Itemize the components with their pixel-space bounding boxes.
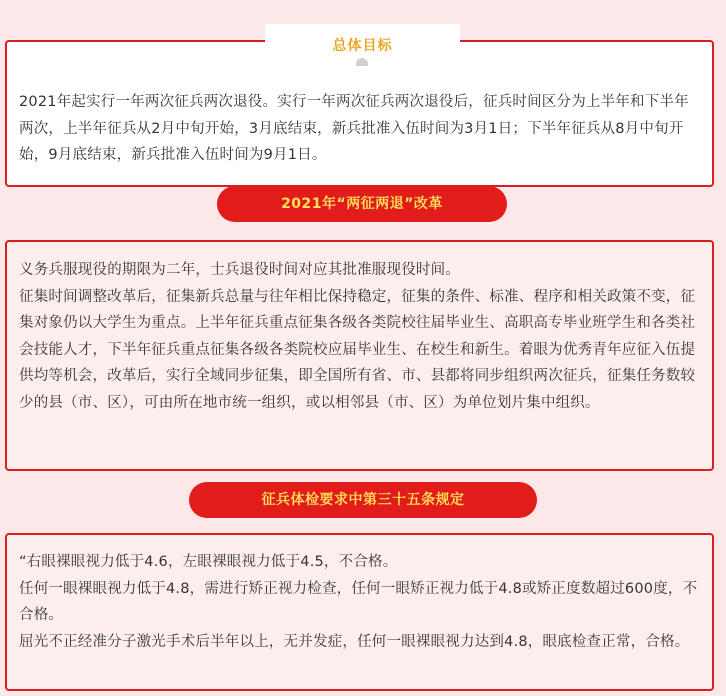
reform-heading: 2021年“两征两退”改革 [217, 186, 507, 222]
exam-paragraph-2: 任何一眼裸眼视力低于4.8，需进行矫正视力检查，任何一眼矫正视力低于4.8或矫正度数超过600度，不合格。 [19, 580, 698, 623]
reform-paragraph-2: 征集时间调整改革后，征集新兵总量与往年相比保持稳定，征集的条件、标准、程序和相关政策不变，征集对象仍以大学生为重点。上半年征兵重点征集各级各类院校往届毕业生、高职高专毕业班学生和各类社会技能人才，下半年征兵重点征集各级各类院校应届毕业生、在校生和新生。着眼为优秀青年应征入伍提供均等机会，改革后，实行全域同步征集，即全国所有省、市、县都将同步组织两次征兵，征集任务数较少的县（市、区），可由所在地市统一组织，或以相邻县（市、区）为单位划片集中组织。 [19, 288, 696, 411]
exam-paragraph-3: 屈光不正经准分子激光手术后半年以上，无并发症，任何一眼裸眼视力达到4.8，眼底检查正常，合格。 [19, 633, 690, 650]
overall-goal-text: 2021年起实行一年两次征兵两次退役。实行一年两次征兵两次退役后，征兵时间区分为上半年和下半年两次，上半年征兵从2月中旬开始，3月底结束，新兵批准入伍时间为3月1日；下半年征兵从8月中旬开始，9月底结束，新兵批准入伍时间为9月1日。 [19, 94, 689, 163]
reform-box [5, 240, 714, 471]
overall-goal-tab [265, 24, 460, 67]
exam-paragraph-1: “右眼裸眼视力低于4.6，左眼裸眼视力低于4.5，不合格。 [19, 554, 398, 570]
tab-decoration-icon [356, 58, 368, 66]
overall-goal-title: 总体目标 [332, 38, 393, 54]
physical-exam-heading: 征兵体检要求中第三十五条规定 [189, 482, 537, 518]
reform-paragraph-1: 义务兵服现役的期限为二年，士兵退役时间对应其批准服现役时间。 [19, 262, 460, 278]
physical-exam-box [5, 533, 714, 691]
